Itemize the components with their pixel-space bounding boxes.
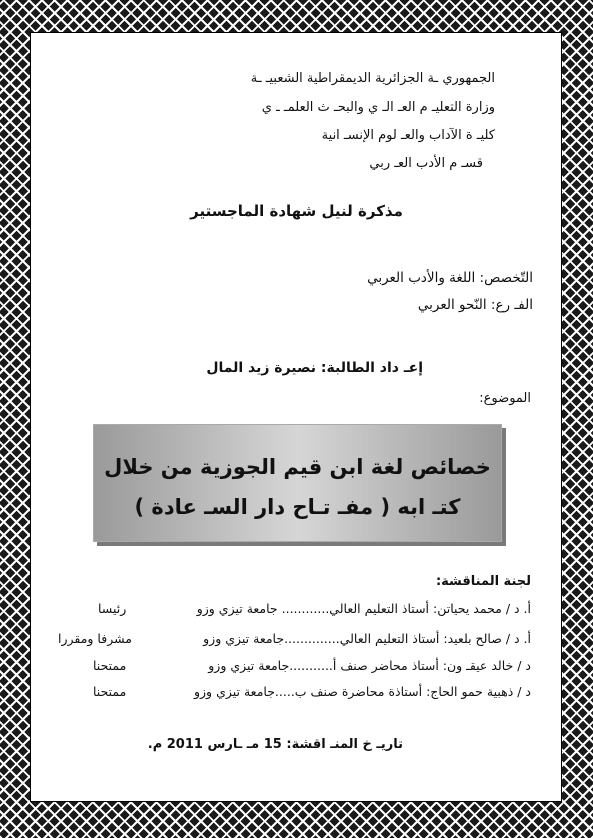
- header-department: قسـ م الأدب العـ ربي: [369, 156, 483, 171]
- header-faculty: كليـ ة الآداب والعـ لوم الإنسـ انية: [321, 128, 495, 143]
- committee-role-1: رئيسا: [98, 601, 127, 616]
- specialty: التّخصص: اللغة والأدب العربي: [367, 270, 533, 286]
- header-republic: الجمهوري ـة الجزائرية الديمقراطية الشعبيـ ـة: [250, 71, 495, 86]
- prepared-by: إعـ داد الطالبة: نصيرة زيد المال: [206, 360, 423, 376]
- subject-label: الموضوع:: [479, 391, 531, 406]
- committee-member-1: أ. د / محمد يحياتن: أستاذ التعليم العالي............ جامعة تيزي وزو: [196, 601, 531, 616]
- discussion-date: تاريـ خ المنـ اقشة: 15 مـ ـارس 2011 م.: [147, 737, 403, 752]
- committee-role-3: ممتحنا: [93, 658, 127, 673]
- committee-member-4: د / ذهبية حمو الحاج: أستاذة محاضرة صنف ب.....جامعة تيزي وزو: [193, 684, 531, 699]
- subject-line-2: كتـ ابه ( مفـ تـاح دار السـ عادة ): [134, 495, 461, 519]
- subject-line-1: خصائص لغة ابن قيم الجوزية من خلال: [104, 455, 491, 479]
- committee-label: لجنة المناقشة:: [435, 574, 531, 589]
- committee-role-2: مشرفا ومقررا: [58, 631, 132, 646]
- header-ministry: وزارة التعليـ م العـ الـ ي والبحـ ث العلمـ ـ ي: [261, 100, 495, 115]
- committee-member-3: د / خالد عيقـ ون: أستاذ محاضر صنف أ...........جامعة تيزي وزو: [208, 658, 531, 673]
- memo-title: مذكرة لنيل شهادة الماجستير: [190, 202, 403, 220]
- branch: الفـ رع: النّحو العربي: [417, 297, 533, 313]
- subject-box: [93, 424, 502, 542]
- committee-member-2: أ. د / صالح بلعيد: أستاذ التعليم العالي..............جامعة تيزي وزو: [203, 631, 531, 646]
- committee-role-4: ممتحنا: [93, 684, 127, 699]
